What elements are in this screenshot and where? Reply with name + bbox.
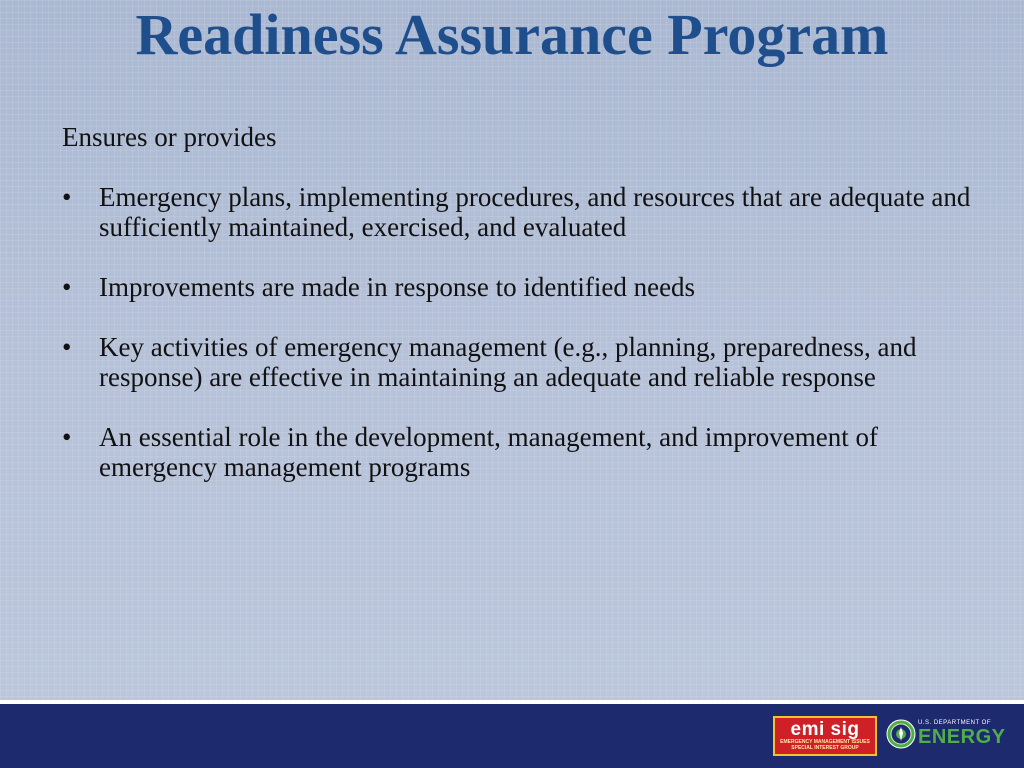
bullet-item (62, 182, 982, 242)
bullet-dot: • (62, 182, 72, 212)
bullet-text: Improvements are made in response to identified needs (99, 272, 696, 302)
bullet-list (62, 182, 982, 482)
doe-logo (918, 720, 1014, 747)
bullet-dot: • (62, 422, 72, 452)
doe-seal-icon (886, 719, 916, 749)
bullet-text: An essential role in the development, management, and improvement of emergency management programs (99, 422, 879, 482)
emi-logo-wordmark: emi sig (790, 719, 860, 740)
doe-logo-small-text: U.S. DEPARTMENT OF (918, 720, 992, 726)
doe-logo-wordmark: ENERGY (918, 726, 1006, 748)
emi-logo-subtitle-2: SPECIAL INTEREST GROUP (791, 745, 859, 751)
bullet-text: Emergency plans, implementing procedures, and resources that are adequate and sufficiently maintained, exercised, and evaluated (99, 182, 971, 242)
bullet-dot: • (62, 332, 72, 362)
intro-text: Ensures or provides (62, 122, 277, 152)
slide-title: Readiness Assurance Program (135, 2, 889, 67)
bullet-text: Key activities of emergency management (e.g., planning, preparedness, and response) are effective in maintaining an adequate and reliable response (99, 332, 917, 392)
bullet-item (62, 332, 982, 392)
bullet-item (62, 272, 982, 302)
emi-logo-subtitle-1: EMERGENCY MANAGEMENT ISSUES (780, 739, 870, 745)
bullet-item (62, 422, 982, 482)
emi-sig-logo (773, 716, 877, 756)
bullet-dot: • (62, 272, 72, 302)
slide-body (62, 122, 982, 512)
